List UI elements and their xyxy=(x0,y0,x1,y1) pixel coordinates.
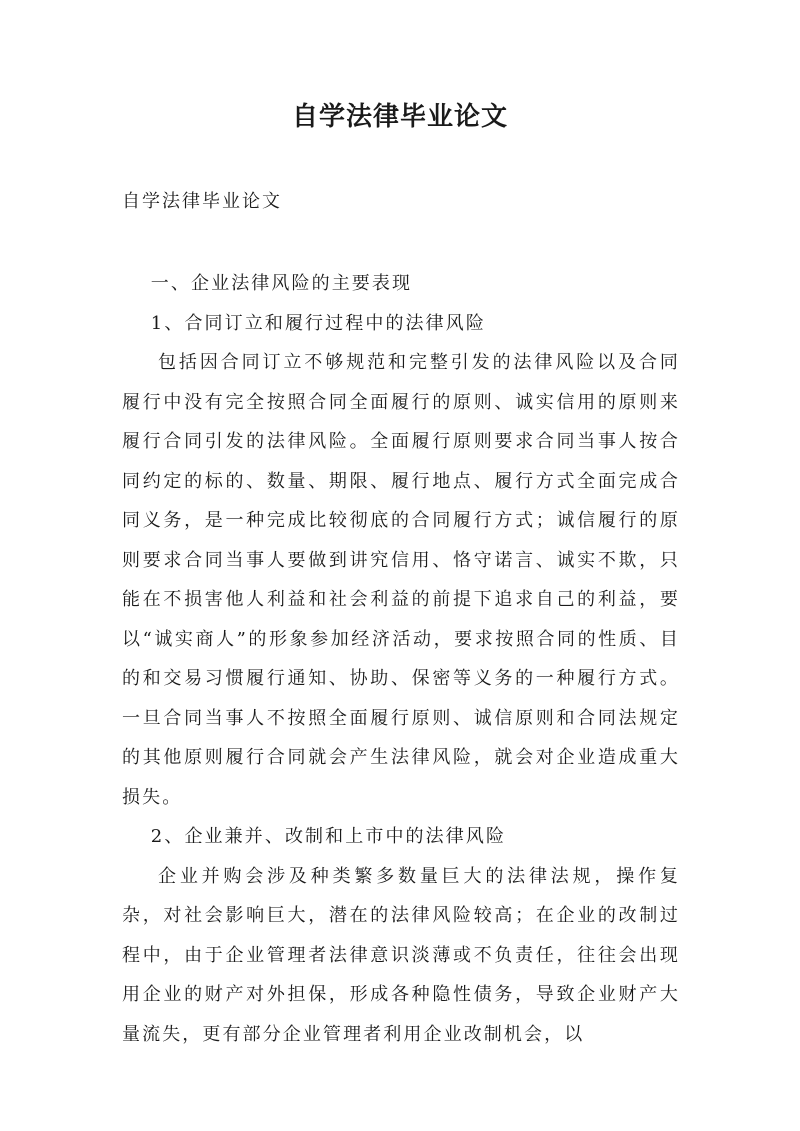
section-heading: 一、企业法律风险的主要表现 xyxy=(150,273,413,294)
subsection-heading: 1、合同订立和履行过程中的法律风险 xyxy=(150,312,486,334)
body-paragraph: 企业并购会涉及种类繁多数量巨大的法律法规，操作复杂，对社会影响巨大，潜在的法律风险较高；在企业的改制过程中，由于企业管理者法律意识淡薄或不负责任，往往会出现用企业的财产对外担保，形成各种隐性债务，导致企业财产大量流失，更有部分企业管理者利用企业改制机会，以 xyxy=(122,865,680,1045)
document-body xyxy=(122,264,680,1054)
subsection-heading: 2、企业兼并、改制和上市中的法律风险 xyxy=(150,826,507,847)
body-paragraph: 包括因合同订立不够规范和完整引发的法律风险以及合同履行中没有完全按照合同全面履行的原则、诚实信用的原则来履行合同引发的法律风险。全面履行原则要求合同当事人按合同约定的标的、数量、期限、履行地点、履行方式全面完成合同义务，是一种完成比较彻底的合同履行方式；诚信履行的原则要求合同当事人要做到讲究信用、恪守诺言、诚实不欺，只能在不损害他人利益和社会利益的前提下追求自己的利益，要以“诚实商人”的形象参加经济活动，要求按照合同的性质、目的和交易习惯履行通知、协助、保密等义务的一种履行方式。一旦合同当事人不按照全面履行原则、诚信原则和合同法规定的其他原则履行合同就会产生法律风险，就会对企业造成重大损失。 xyxy=(122,352,680,808)
document-subtitle: 自学法律毕业论文 xyxy=(122,191,282,212)
document-title: 自学法律毕业论文 xyxy=(291,102,508,132)
